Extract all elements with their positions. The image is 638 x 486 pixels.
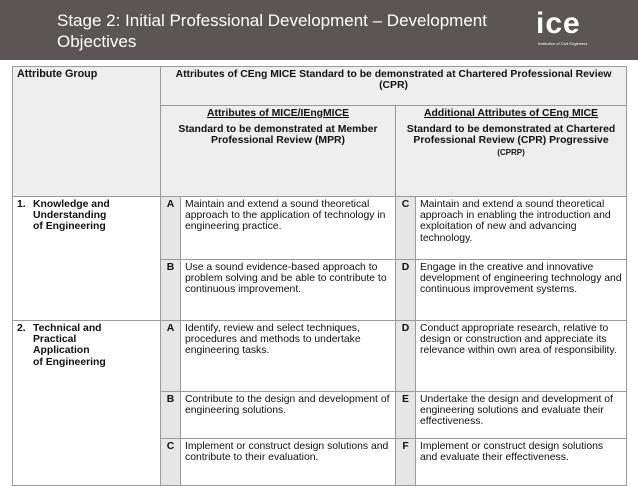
mpr-objective: Identify, review and select techniques, procedures and methods to undertake engineering tasks. [181,321,396,392]
mpr-code: A [161,321,181,392]
ceng-objective: Maintain and extend a sound theoretical approach in enabling the introduction and exploitation of new and advancing technology. [416,197,627,260]
cpr-header: Attributes of CEng MICE Standard to be demonstrated at Chartered Professional Review (CPR) [161,67,627,106]
logo-word: ice [536,7,581,40]
logo-subtitle: Institution of Civil Engineers [538,41,588,46]
ice-logo [536,7,606,49]
ceng-objective: Implement or construct design solutions and evaluate their effectiveness. [416,439,627,486]
table-row [13,197,627,260]
attribute-group-1 [13,197,161,321]
ceng-objective: Undertake the design and development of engineering solutions and evaluate their effectiveness. [416,392,627,439]
development-objectives-table [12,66,627,486]
mpr-header-title: Attributes of MICE/IEngMICE [207,108,349,119]
table-row [13,321,627,392]
attribute-group-header: Attribute Group [13,67,161,197]
mpr-objective: Maintain and extend a sound theoretical approach to the application of technology in engineering practice. [181,197,396,260]
group-line: Technical and [33,323,102,334]
table-header-row-1 [13,67,627,106]
mpr-objective: Use a sound evidence-based approach to problem solving and be able to contribute to continuous improvement. [181,260,396,321]
mpr-objective: Implement or construct design solutions and contribute to their evaluation. [181,439,396,486]
mpr-header [161,106,396,197]
ceng-code: D [396,321,416,392]
group-number: 1. [17,199,26,210]
ceng-objective: Engage in the creative and innovative development of engineering technology and continuous improvement systems. [416,260,627,321]
group-line: Practical [33,334,77,346]
group-line: of Engineering [33,356,106,368]
ceng-objective: Conduct appropriate research, relative to design or construction and appreciate its relevance within own area of responsibility. [416,321,627,392]
group-line: Application [33,345,90,357]
mpr-objective: Contribute to the design and development of engineering solutions. [181,392,396,439]
mpr-code: A [161,197,181,260]
ceng-header-subtitle: Standard to be demonstrated at Chartered Professional Review (CPR) Progressive [406,124,616,147]
group-number: 2. [17,323,26,334]
slide-header [0,0,638,60]
ceng-code: C [396,197,416,260]
slide-title: Stage 2: Initial Professional Development – Development Objectives [57,11,487,51]
group-line: of Engineering [33,221,106,233]
mpr-header-subtitle: Standard to be demonstrated at Member Professional Review (MPR) [178,124,378,147]
ceng-code: F [396,439,416,486]
group-line: Knowledge and [33,199,110,210]
mpr-code: B [161,260,181,321]
ceng-header-title: Additional Attributes of CEng MICE [424,108,598,119]
group-line: Understanding [33,210,107,222]
ceng-code: E [396,392,416,439]
ceng-header-note: (CPRP) [497,147,525,157]
mpr-code: B [161,392,181,439]
mpr-code: C [161,439,181,486]
ceng-header [396,106,627,197]
ceng-code: D [396,260,416,321]
attribute-group-2 [13,321,161,486]
